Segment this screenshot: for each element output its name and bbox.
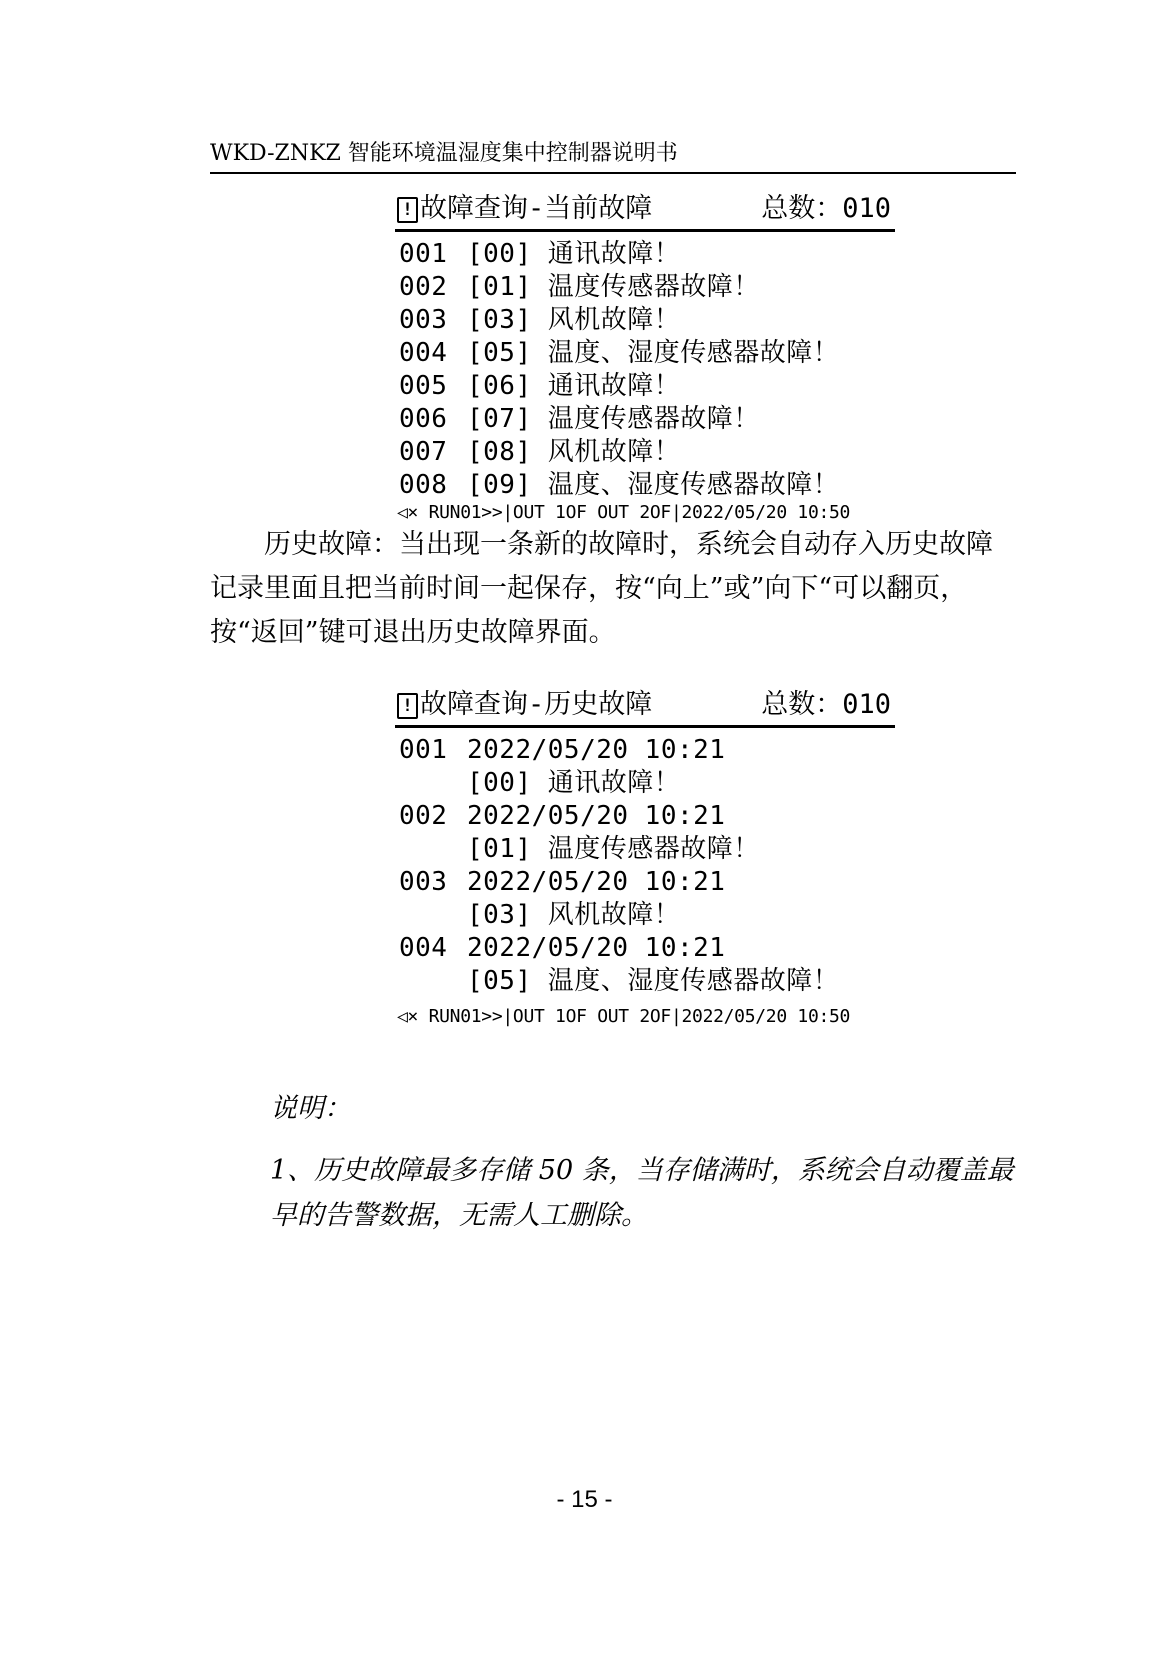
- fault-row: [395, 403, 895, 436]
- fault-text: [03] 风机故障！: [467, 900, 681, 930]
- fault-no: 008: [399, 470, 448, 500]
- fault-text: [07] 温度传感器故障！: [467, 404, 760, 434]
- screen-title: 故障查询-当前故障: [420, 193, 653, 224]
- note-title: 说明：: [270, 1093, 351, 1124]
- history-description: 历史故障：当出现一条新的故障时，系统会自动存入历史故障记录里面且把当前时间一起保存，按“向上”或”向下“可以翻页，按“返回”键可退出历史故障界面。: [210, 529, 993, 648]
- screen-title-rule: [395, 725, 895, 728]
- screen-title-bar: [395, 686, 895, 724]
- fault-text: [01] 温度传感器故障！: [467, 834, 760, 864]
- status-bar: ◁× RUN01>>|OUT 1OF OUT 2OF|2022/05/20 10:50: [397, 1006, 851, 1027]
- alert-icon: !: [397, 197, 418, 223]
- page-number: - 15 -: [556, 1486, 613, 1513]
- fault-no: 007: [399, 437, 448, 467]
- fault-text: [08] 风机故障！: [467, 437, 681, 467]
- fault-count: 总数：010: [761, 689, 891, 720]
- current-fault-list: [395, 238, 895, 502]
- fault-row: [395, 370, 895, 403]
- fault-no: 002: [399, 801, 448, 831]
- history-row-fault: [395, 833, 895, 866]
- alert-icon: !: [397, 693, 418, 719]
- fault-count: 总数：010: [761, 193, 891, 224]
- fault-no: 003: [399, 305, 448, 335]
- screen-title-bar: [395, 190, 895, 228]
- fault-text: [01] 温度传感器故障！: [467, 272, 760, 302]
- fault-row: [395, 304, 895, 337]
- fault-text: [03] 风机故障！: [467, 305, 681, 335]
- fault-time: 2022/05/20 10:21: [467, 735, 726, 765]
- fault-no: 005: [399, 371, 448, 401]
- fault-row: [395, 238, 895, 271]
- history-fault-list: [395, 734, 895, 998]
- history-row-time: [395, 866, 895, 899]
- history-row-time: [395, 734, 895, 767]
- screen-title-rule: [395, 229, 895, 232]
- note-item: 1、历史故障最多存储 50 条，当存储满时，系统会自动覆盖最早的告警数据，无需人工删除。: [270, 1155, 1014, 1231]
- fault-text: [00] 通讯故障！: [467, 768, 681, 798]
- history-row-fault: [395, 767, 895, 800]
- fault-no: 006: [399, 404, 448, 434]
- fault-time: 2022/05/20 10:21: [467, 867, 726, 897]
- fault-time: 2022/05/20 10:21: [467, 933, 726, 963]
- fault-no: 002: [399, 272, 448, 302]
- history-row-time: [395, 800, 895, 833]
- fault-text: [09] 温度、湿度传感器故障！: [467, 470, 840, 500]
- fault-row: [395, 469, 895, 502]
- history-row-time: [395, 932, 895, 965]
- fault-no: 001: [399, 239, 448, 269]
- fault-row: [395, 271, 895, 304]
- current-fault-screen: [395, 190, 895, 524]
- history-row-fault: [395, 899, 895, 932]
- header-rule: [210, 172, 1016, 174]
- fault-no: 003: [399, 867, 448, 897]
- screen-title: 故障查询-历史故障: [420, 689, 653, 720]
- fault-text: [06] 通讯故障！: [467, 371, 681, 401]
- fault-row: [395, 436, 895, 469]
- fault-no: 001: [399, 735, 448, 765]
- fault-row: [395, 337, 895, 370]
- history-fault-screen: [395, 686, 895, 1028]
- fault-no: 004: [399, 933, 448, 963]
- history-row-fault: [395, 965, 895, 998]
- fault-text: [05] 温度、湿度传感器故障！: [467, 338, 840, 368]
- document-header: WKD-ZNKZ 智能环境温湿度集中控制器说明书: [210, 141, 678, 166]
- fault-no: 004: [399, 338, 448, 368]
- status-bar: ◁× RUN01>>|OUT 1OF OUT 2OF|2022/05/20 10:50: [397, 502, 851, 523]
- fault-text: [05] 温度、湿度传感器故障！: [467, 966, 840, 996]
- fault-text: [00] 通讯故障！: [467, 239, 681, 269]
- fault-time: 2022/05/20 10:21: [467, 801, 726, 831]
